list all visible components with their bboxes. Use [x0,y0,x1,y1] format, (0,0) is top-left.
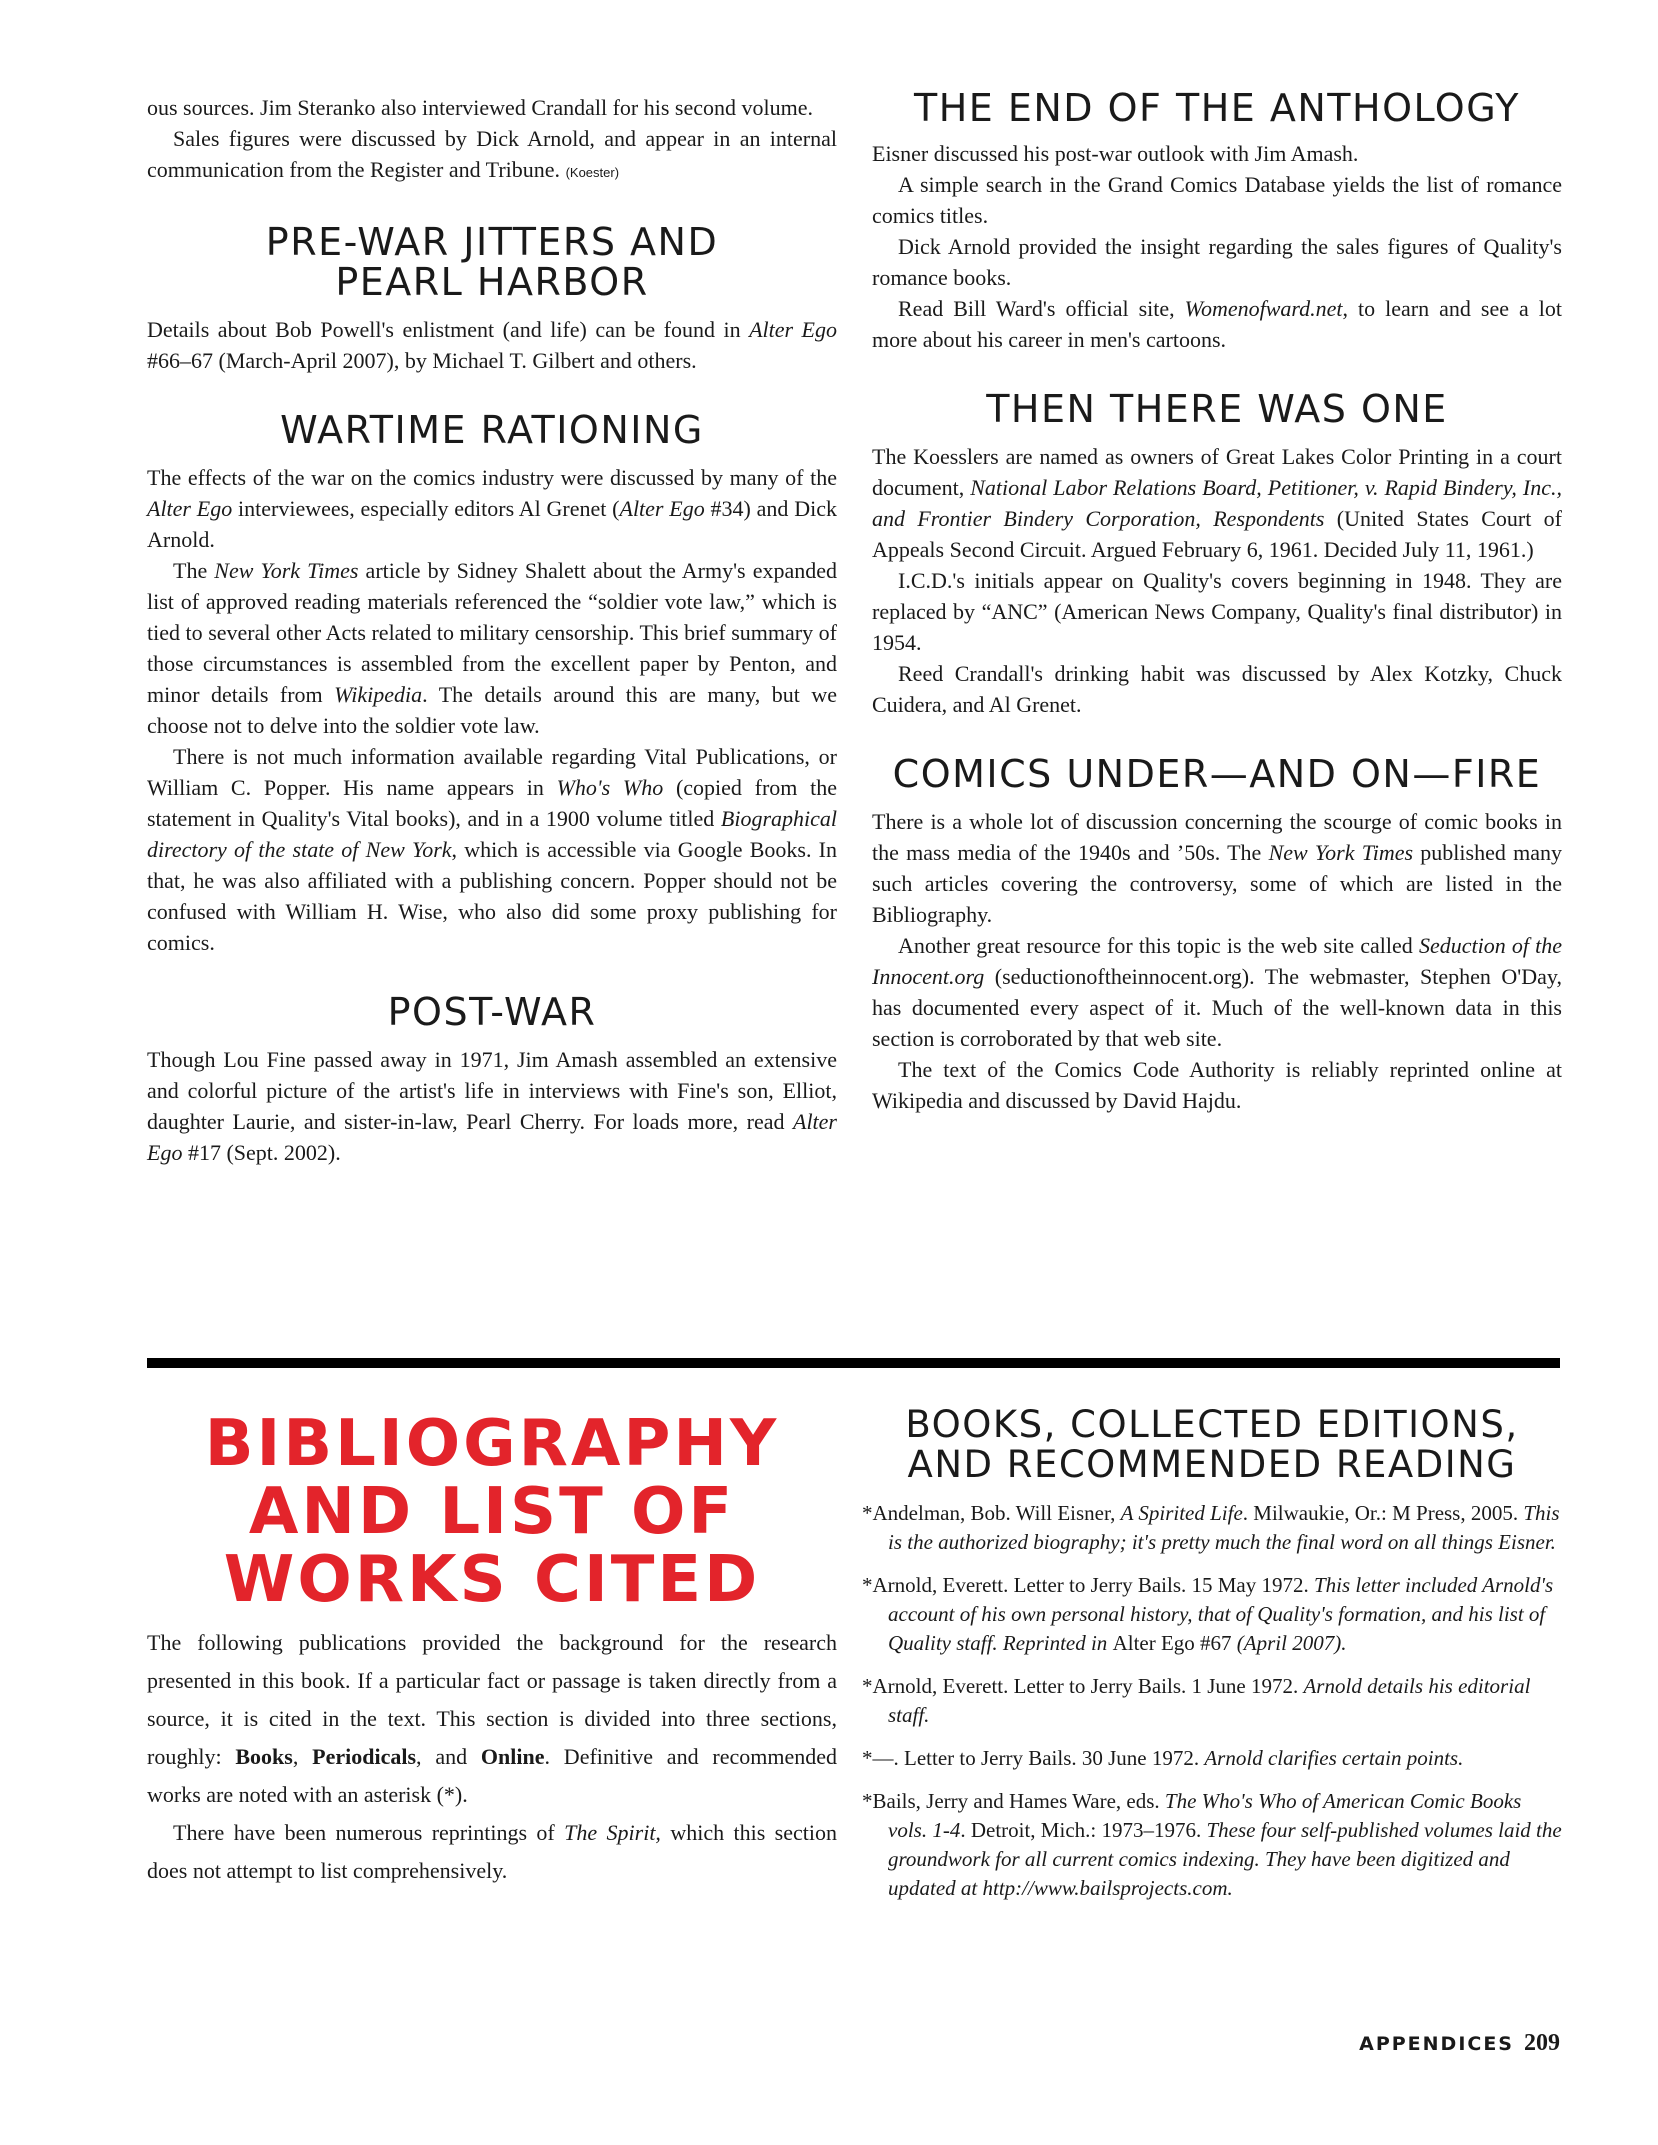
paragraph: Dick Arnold provided the insight regarding the sales figures of Quality's romance books. [872,234,1562,290]
books-list [862,1405,1562,1917]
source-note: (Koester) [565,165,620,180]
section-heading: THE END OF THE ANTHOLOGY [914,86,1520,130]
paragraph: Though Lou Fine passed away in 1971, Jim Amash assembled an extensive and colorful picture of the artist's life in interviews with Fine's son, Elliot, daughter Laurie, and sister-in-law, Pearl Cherry. For loads more, read Alter Ego #17 (Sept. 2002). [147,1047,837,1165]
paragraph: There is not much information available regarding Vital Publications, or William C. Popper. His name appears in Who's Who (copied from the statement in Quality's Vital books), and in a 1900 volume titled Biographical directory of the state of New York, which is accessible via Google Books. In that, he was also affiliated with a publishing concern. Popper should not be confused with William H. Wise, who also did some proxy publishing for comics. [147,744,838,955]
bibliography-title: BIBLIOGRAPHY AND LIST OF WORKS CITED [204,1407,780,1617]
paragraph: The New York Times article by Sidney Shalett about the Army's expanded list of approved reading materials referenced the “soldier vote law,” which is tied to several other Acts related to military censorship. This brief summary of those circumstances is assembled from the excellent paper by Penton, and minor details from Wikipedia. The details around this are many, but we choose not to delve into the soldier vote law. [147,558,837,738]
paragraph: A simple search in the Grand Comics Database yields the list of romance comics titles. [872,172,1562,228]
paragraph: Another great resource for this topic is the web site called Seduction of the Innocent.org (seductionoftheinnocent.org). The webmaster, Stephen O'Day, has documented every aspect of it. Much of the well-known data in this section is corroborated by that web site. [872,933,1562,1051]
paragraph: Read Bill Ward's official site, Womenofward.net, to learn and see a lot more about his career in men's cartoons. [872,296,1562,352]
paragraph: The effects of the war on the comics industry were discussed by many of the Alter Ego interviewees, especially editors Al Grenet (Alter Ego #34) and Dick Arnold. [147,465,837,552]
paragraph: ous sources. Jim Steranko also interviewed Crandall for his second volume. [147,95,813,120]
paragraph: The text of the Comics Code Authority is reliably reprinted online at Wikipedia and discussed by David Hajdu. [872,1057,1562,1113]
bibliography-intro [147,1624,837,1890]
paragraph: Reed Crandall's drinking habit was discussed by Alex Kotzky, Chuck Cuidera, and Al Grenet. [872,661,1562,717]
left-column-top [147,92,837,1168]
page-number: 209 [1524,2030,1560,2056]
page-footer [1359,2030,1560,2057]
right-column-top [872,88,1562,1116]
paragraph: Details about Bob Powell's enlistment (and life) can be found in Alter Ego #66–67 (March-April 2007), by Michael T. Gilbert and others. [147,317,838,373]
paragraph: The Koesslers are named as owners of Great Lakes Color Printing in a court document, National Labor Relations Board, Petitioner, v. Rapid Bindery, Inc., and Frontier Bindery Corporation, Respondents (United States Court of Appeals Second Circuit. Argued February 6, 1961. Decided July 11, 1961.) [872,444,1562,562]
paragraph: Sales figures were discussed by Dick Arnold, and appear in an internal communication from the Register and Tribune. (Koester) [147,126,837,182]
paragraph: The following publications provided the background for the research presented in this book. If a particular fact or passage is taken directly from a source, it is cited in the text. This section is divided into three sections, roughly: Books, Periodicals, and Online. Definitive and recommended works are noted with an asterisk (*). [147,1630,837,1807]
paragraph: Eisner discussed his post-war outlook with Jim Amash. [872,141,1359,166]
bibliography-entry: *Bails, Jerry and Hames Ware, eds. The Who's Who of American Comic Books vols. 1-4. Detroit, Mich.: 1973–1976. These four self-published volumes laid the groundwork for all current comics indexing. They have been digitized and updated at http://www.bailsprojects.com. [862,1789,1562,1900]
bibliography-entry: *Arnold, Everett. Letter to Jerry Bails. 1 June 1972. Arnold details his editorial staff. [862,1674,1531,1727]
paragraph: There have been numerous reprintings of The Spirit, which this section does not attempt to list comprehensively. [147,1820,837,1883]
section-heading: BOOKS, COLLECTED EDITIONS, AND RECOMMENDED READING [905,1403,1519,1486]
paragraph: I.C.D.'s initials appear on Quality's covers beginning in 1948. They are replaced by “ANC” (American News Company, Quality's final distributor) in 1954. [872,568,1562,655]
section-heading: POST-WAR [387,990,597,1034]
bibliography-entry: *Arnold, Everett. Letter to Jerry Bails. 15 May 1972. This letter included Arnold's account of his own personal history, that of Quality's formation, and his list of Quality staff. Reprinted in Alter Ego #67 (April 2007). [862,1573,1554,1655]
footer-label: APPENDICES [1359,2033,1514,2055]
section-heading: WARTIME RATIONING [280,408,704,452]
section-heading: PRE-WAR JITTERS AND PEARL HARBOR [265,220,719,304]
section-divider [147,1358,1560,1368]
section-heading: THEN THERE WAS ONE [986,387,1448,431]
paragraph: There is a whole lot of discussion concerning the scourge of comic books in the mass media of the 1940s and ’50s. The New York Times published many such articles covering the controversy, some of which are listed in the Bibliography. [872,809,1562,927]
section-heading: COMICS UNDER—AND ON—FIRE [892,752,1542,796]
bibliography-entry: *—. Letter to Jerry Bails. 30 June 1972. Arnold clarifies certain points. [862,1746,1464,1770]
bibliography-entry: *Andelman, Bob. Will Eisner, A Spirited Life. Milwaukie, Or.: M Press, 2005. This is the authorized biography; it's pretty much the final word on all things Eisner. [862,1501,1560,1554]
